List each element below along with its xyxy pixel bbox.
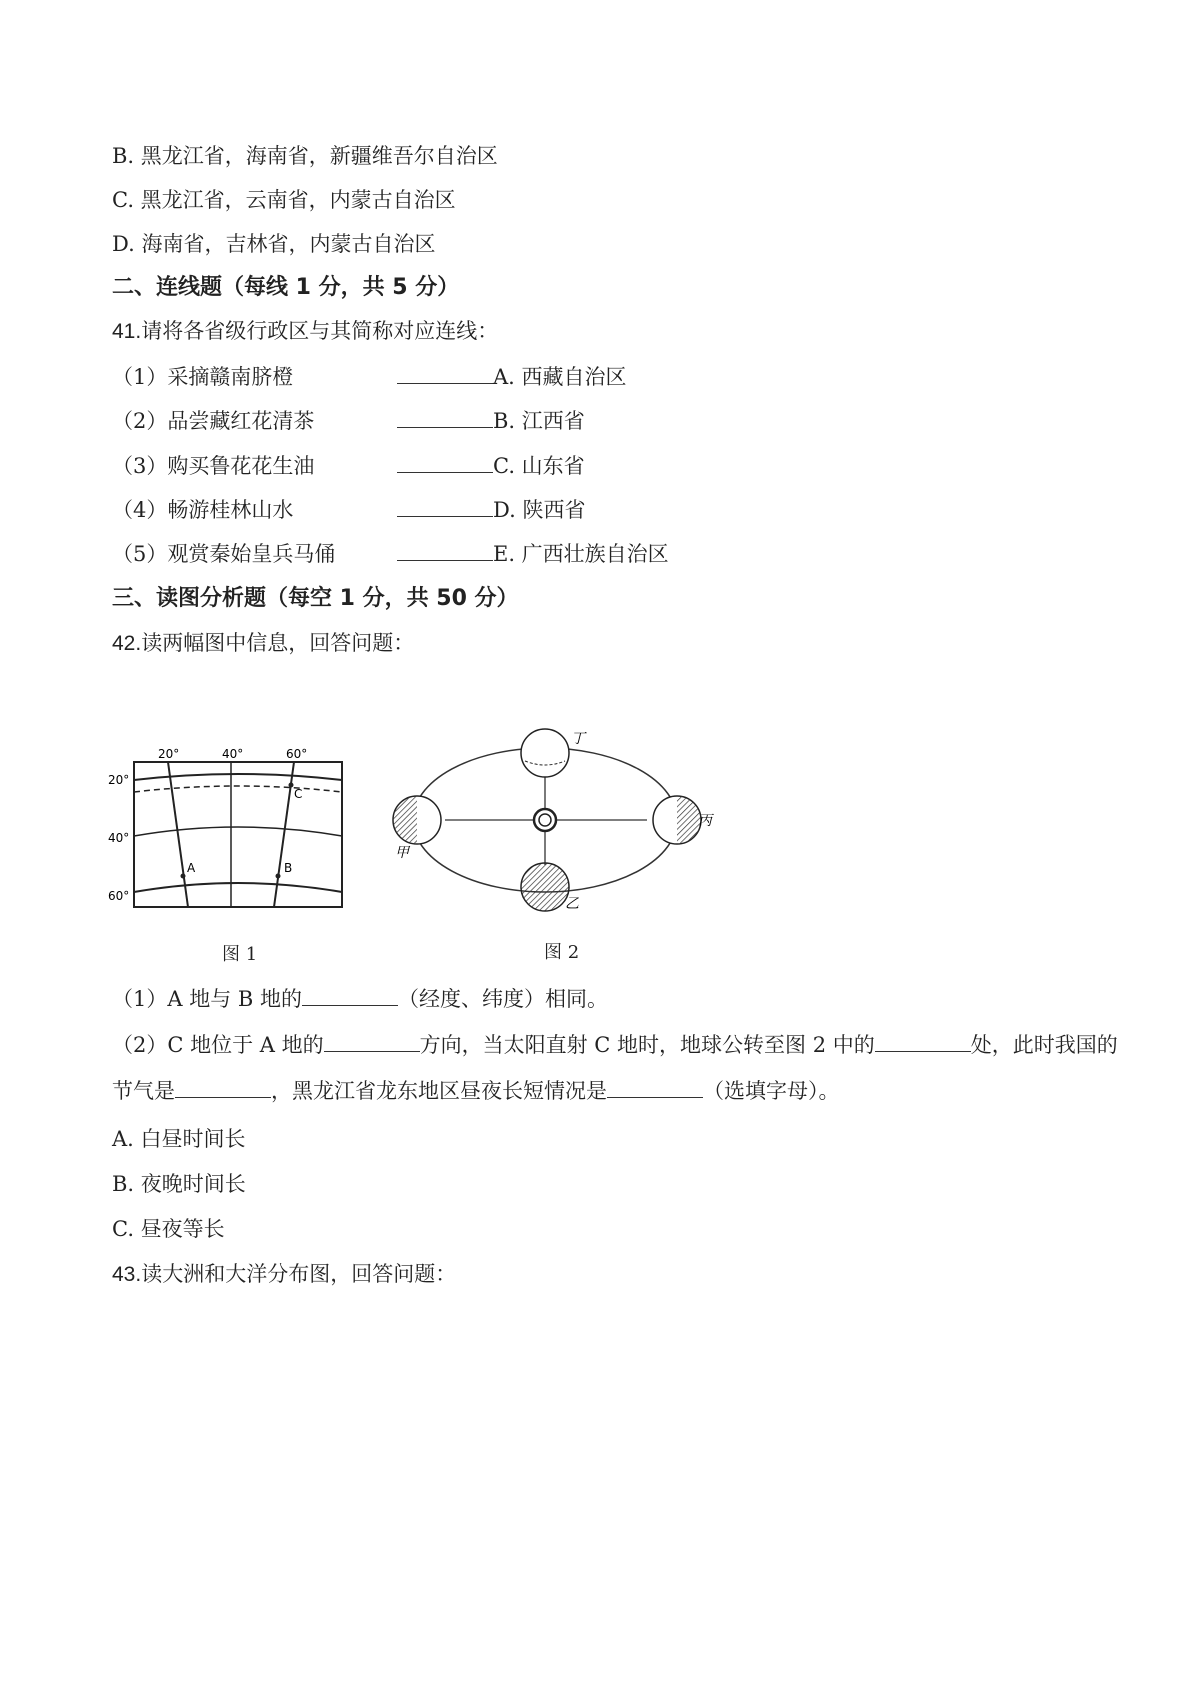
match-left: （1）采摘赣南脐橙: [112, 365, 294, 389]
earth-jia-icon: [393, 796, 441, 844]
point-b-label: B: [284, 861, 293, 875]
match-row: [112, 407, 585, 435]
section-2-heading: 二、连线题（每线 1 分，共 5 分）: [112, 275, 460, 300]
lat-label: 40°: [108, 831, 130, 845]
position-ding: 丁: [571, 731, 585, 747]
match-right: E. 广西壮族自治区: [493, 542, 669, 566]
lat-label: 60°: [108, 889, 130, 903]
position-yi: 乙: [565, 896, 579, 912]
earth-bing-icon: [653, 796, 701, 844]
question-42-part-2-cont: [112, 1077, 840, 1105]
match-blank[interactable]: [397, 540, 493, 561]
text: （选填字母）。: [703, 1079, 840, 1103]
question-42-part-1: [112, 985, 608, 1013]
text: 节气是: [112, 1079, 175, 1103]
choice-b: B. 夜晚时间长: [112, 1172, 246, 1196]
text: ，黑龙江省龙东地区昼夜长短情况是: [271, 1079, 607, 1103]
choice-c: C. 昼夜等长: [112, 1217, 225, 1241]
match-right: A. 西藏自治区: [493, 365, 627, 389]
position-jia: 甲: [395, 845, 409, 861]
section-3-heading: 三、读图分析题（每空 1 分，共 50 分）: [112, 586, 519, 611]
answer-blank[interactable]: [607, 1077, 703, 1098]
option-b: B. 黑龙江省，海南省，新疆维吾尔自治区: [112, 144, 498, 168]
figure-2-caption: 图 2: [544, 942, 580, 963]
match-blank[interactable]: [397, 407, 493, 428]
choice-a: A. 白昼时间长: [112, 1127, 246, 1151]
earth-ding-icon: [521, 729, 569, 777]
earth-yi-icon: [521, 863, 569, 911]
match-row: [112, 363, 627, 391]
lon-label: 40°: [222, 747, 244, 761]
option-c: C. 黑龙江省，云南省，内蒙古自治区: [112, 188, 456, 212]
text: （经度、纬度）相同。: [397, 987, 608, 1011]
lon-label: 20°: [158, 747, 180, 761]
match-blank[interactable]: [397, 496, 493, 517]
question-41-stem: 41.请将各省级行政区与其简称对应连线：: [112, 320, 499, 343]
figure-1-graticule: [108, 740, 348, 920]
question-42-part-2: [112, 1031, 1118, 1059]
match-left: （4）畅游桂林山水: [112, 498, 294, 522]
match-row: [112, 540, 669, 568]
answer-blank[interactable]: [875, 1031, 971, 1052]
answer-blank[interactable]: [175, 1077, 271, 1098]
match-blank[interactable]: [397, 452, 493, 473]
text: 处，此时我国的: [970, 1033, 1118, 1057]
match-left: （3）购买鲁花花生油: [112, 454, 315, 478]
question-43-stem: 43.读大洲和大洋分布图，回答问题：: [112, 1263, 457, 1286]
match-row: [112, 452, 585, 480]
option-d: D. 海南省，吉林省，内蒙古自治区: [112, 232, 436, 256]
figure-2-orbit: [385, 725, 715, 915]
text: （1）A 地与 B 地的: [112, 987, 302, 1011]
text: （2）C 地位于 A 地的: [112, 1033, 324, 1057]
answer-blank[interactable]: [302, 985, 398, 1006]
match-left: （5）观赏秦始皇兵马俑: [112, 542, 336, 566]
position-bing: 丙: [698, 813, 712, 829]
point-a-label: A: [187, 861, 196, 875]
question-42-stem: 42.读两幅图中信息，回答问题：: [112, 632, 415, 655]
match-left: （2）品尝藏红花清茶: [112, 409, 315, 433]
figure-1-caption: 图 1: [222, 944, 258, 965]
match-blank[interactable]: [397, 363, 493, 384]
text: 方向，当太阳直射 C 地时，地球公转至图 2 中的: [419, 1033, 875, 1057]
lon-label: 60°: [286, 747, 308, 761]
answer-blank[interactable]: [324, 1031, 420, 1052]
match-row: [112, 496, 585, 524]
lat-label: 20°: [108, 773, 130, 787]
point-c-label: C: [294, 787, 303, 801]
match-right: D. 陕西省: [493, 498, 586, 522]
match-right: C. 山东省: [493, 454, 585, 478]
match-right: B. 江西省: [493, 409, 585, 433]
